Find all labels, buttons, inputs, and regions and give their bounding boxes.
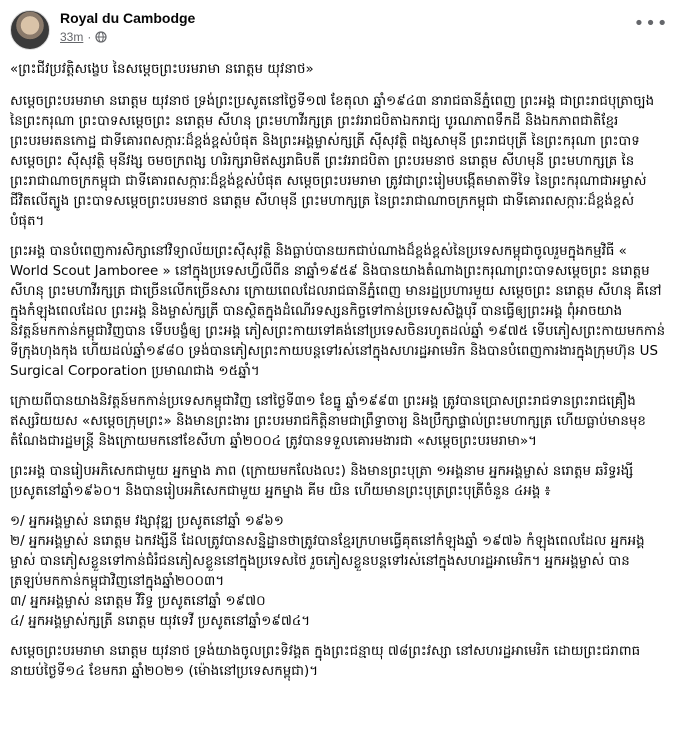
post-paragraph: ក្រោយពីបានយាងនិវត្តន៍មកកាន់ប្រទេសកម្ពុជាវិញ នៅថ្ងៃទី៣១ ខែធ្នូ ឆ្នាំ១៩៩៣ ព្រះអង្គ ត្រូវបានប្រោសព្រះរាជទានព្រះរាជគ្រឿងឥស្សរិយយស «សម្ដេចក្រុមព្រះ» និងមានព្រះងារ ព្រះបរមរាជកិត្តិនាមជាព្រឹទ្ធាចារ្យ និងប្រឹក្សាផ្ទាល់ព្រះមហាក្សត្រ ហើយធ្លាប់មានមុខតំណែងជារដ្ឋមន្ត្រី និងក្រោយមកនៅខែសីហា ឆ្នាំ២០០៤ ត្រូវបានទទួលគោរមងារជា «សម្ដេចព្រះបរមរាមា»។ — [10, 394, 646, 449]
post-timestamp[interactable]: 33m — [60, 30, 84, 44]
post-paragraph-children-list: ១/ អ្នកអង្គម្ចាស់ នរោត្តម វង្សាវុឌ្ឍ ប្រសូតនៅឆ្នាំ ១៩៦១ ២/ អ្នកអង្គម្ចាស់ នរោត្តម ឯកវង្សីនី ដែលត្រូវបានសន្និដ្ឋានថាត្រូវបានខ្មែរក្រហមធ្វើគុតនៅកំឡុងឆ្នាំ ១៩៧៦ កំឡុងពេលដែល អ្នកអង្គម្ចាស់ បានភៀសខ្លួនទៅកាន់ជំរំជនភៀសខ្លួននៅក្នុងប្រទេសថៃ រួចភៀសខ្លួនបន្តទៅរស់នៅក្នុងសហរដ្ឋអាមេរិក។ អ្នកអង្គម្ចាស់ បានត្រឡប់មកកាន់កម្ពុជាវិញនៅក្នុងឆ្នាំ២០០៣។ ៣/ អ្នកអង្គម្ចាស់ នរោត្តម វិរិទ្ធ ប្រសូតនៅឆ្នាំ ១៩៧០ ៤/ អ្នកអង្គម្ចាស់ក្សត្រី នរោត្តម យុវទេវី ប្រសូតនៅឆ្នាំ១៩៧៤។ — [10, 514, 645, 629]
post-body — [10, 60, 666, 732]
post-paragraph: សម្ដេចព្រះបរមរាមា នរោត្ដម យុវនាថ ទ្រង់ព្រះប្រសូតនៅថ្ងៃទី១៧ ខែតុលា ឆ្នាំ១៩៤៣ នារាជធានីភ្នំពេញ ព្រះអង្គ ជាព្រះរាជបុត្រាច្បង នៃព្រះករុណា ព្រះបាទសម្ដេចព្រះ នរោត្ដម សីហនុ ព្រះមហាវីរក្សត្រ ព្រះវររាជបិតាឯករាជ្យ បូរណភាពទឹកដី និងឯកភាពជាតិខ្មែរ ព្រះបរមរតនកោដ្ឋ ជាទីគោរពសក្ការៈដ៏ខ្ពង់ខ្ពស់បំផុត និងព្រះអង្គម្ចាស់ក្សត្រី ស៊ីសុវត្ថិ ពង្សសាមុនី ព្រះរាជបុត្រី នៃព្រះករុណា ព្រះបាទសម្ដេចព្រះ ស៊ីសុវត្ថិ មុនីវង្ស ចមចក្រពង្ស ហរិរក្សរាមិឥស្សរាធិបតី ព្រះវររាជបិតា ព្រះបរមនាថ នរោត្ដម សីហមុនី ព្រះមហាក្សត្រ នៃព្រះរាជាណាចក្រកម្ពុជា ជាទីគោរពសក្ការៈដ៏ខ្ពង់ខ្ពស់បំផុត សម្ដេចព្រះបរមរាមា ត្រូវជាព្រះរៀមបង្កើតមាតាទីទៃ នៃព្រះករុណាជាអម្ចាស់ជីវិតលើត្បូង ព្រះបាទសម្ដេចព្រះបរមនាថ នរោត្ដម សីហមុនី ព្រះមហាក្សត្រ នៃព្រះរាជាណាចក្រកម្ពុជា ជាទីគោរពសក្ការៈដ៏ខ្ពង់ខ្ពស់បំផុត។ — [10, 94, 655, 229]
meta-separator: · — [87, 30, 92, 44]
avatar[interactable] — [10, 10, 50, 50]
post-paragraph: ព្រះអង្គ បានរៀបអភិសេកជាមួយ អ្នកម្នាង ភាព (ក្រោយមកលែងលះ) និងមានព្រះបុត្រា ១អង្គនាម អ្នកអង្គម្ចាស់ នរោត្តម ឆរិទ្ធរង្សី ប្រសូតនៅឆ្នាំ១៩៦០។ និងបានរៀបអភិសេកជាមួយ អ្នកម្នាង គីម យិន ហើយមានព្រះបុត្រព្រះបុត្រីចំនួន ៤អង្គ ៖ — [10, 464, 634, 499]
post-paragraph: សម្ដេចព្រះបរមរាមា នរោត្ដម យុវនាថ ទ្រង់យាងចូលព្រះទិវង្គត ក្នុងព្រះជន្មាយុ ៧៨ព្រះវស្សា នៅសហរដ្ឋអាមេរិក ដោយព្រះជរាពាធ នាយប់ថ្ងៃទី១៤ ខែមករា ឆ្នាំ២០២១ (ម៉ោងនៅប្រទេសកម្ពុជា)។ — [10, 644, 641, 679]
post-paragraph: ព្រះអង្គ បានបំពេញការសិក្សានៅវិទ្យាល័យព្រះស៊ីសុវត្ថិ និងធ្លាប់បានយកជាប់ណាងដ៏ខ្ពង់ខ្ពស់នៃប្រទេសកម្ពុជាចូលរួមក្នុងកម្មវិធី « World Scout Jamboree » នៅក្នុងប្រទេសហ្វីលីពីន នាឆ្នាំ១៩៥៩ និងបានយាងតំណាងព្រះករុណាព្រះបាទសម្ដេចព្រះ នរោត្ដម សីហនុ ព្រះមហាវីរក្សត្រ ជាច្រើនលើកច្រើនសារ ក្រោយពេលដែលរាជធានីភ្នំពេញ មានរដ្ឋប្រហារមួយ សម្ដេចព្រះ នរោត្ដម សីហនុ គឺនៅក្នុងកំឡុងពេលដែល ព្រះអង្គ និងម្ចាស់ក្សត្រី បានស្ថិតក្នុងដំណើរទស្សនកិច្ចទៅកាន់ប្រទេសសិង្ហបុរី បានធ្វើឲ្យព្រះអង្គ ពុំអាចយាងនិវត្តន៍មកកាន់កម្ពុជាវិញបាន ទើបបង្ខំឲ្យ ព្រះអង្គ ភៀសព្រះកាយទៅគង់នៅប្រទេសចិនរហូតដល់ឆ្នាំ ១៩៧៥ ទើបភៀសព្រះកាយមកកាន់ទីក្រុងហុងកុង ហើយដល់ឆ្នាំ១៩៨០ ទ្រង់បានភៀសព្រះកាយបន្តទៅរស់នៅក្នុងសហរដ្ឋអាមេរិក និងបានបំពេញការងារក្នុងក្រុមហ៊ុន US Surgical Corporation ប្រមាណជាង ១៥ឆ្នាំ។ — [10, 244, 666, 379]
more-options-button[interactable] — [635, 12, 667, 34]
more-horizontal-icon: ••• — [633, 12, 669, 34]
globe-icon — [95, 31, 107, 43]
page-name-link[interactable]: Royal du Cambodge — [60, 10, 196, 26]
post-paragraph-title: «ព្រះជីវប្រវត្តិសង្ខេប នៃសម្ដេចព្រះបរមរាមា នរោត្ដម យុវនាថ» — [10, 62, 314, 77]
post-header — [10, 8, 669, 52]
post-meta — [60, 30, 107, 44]
